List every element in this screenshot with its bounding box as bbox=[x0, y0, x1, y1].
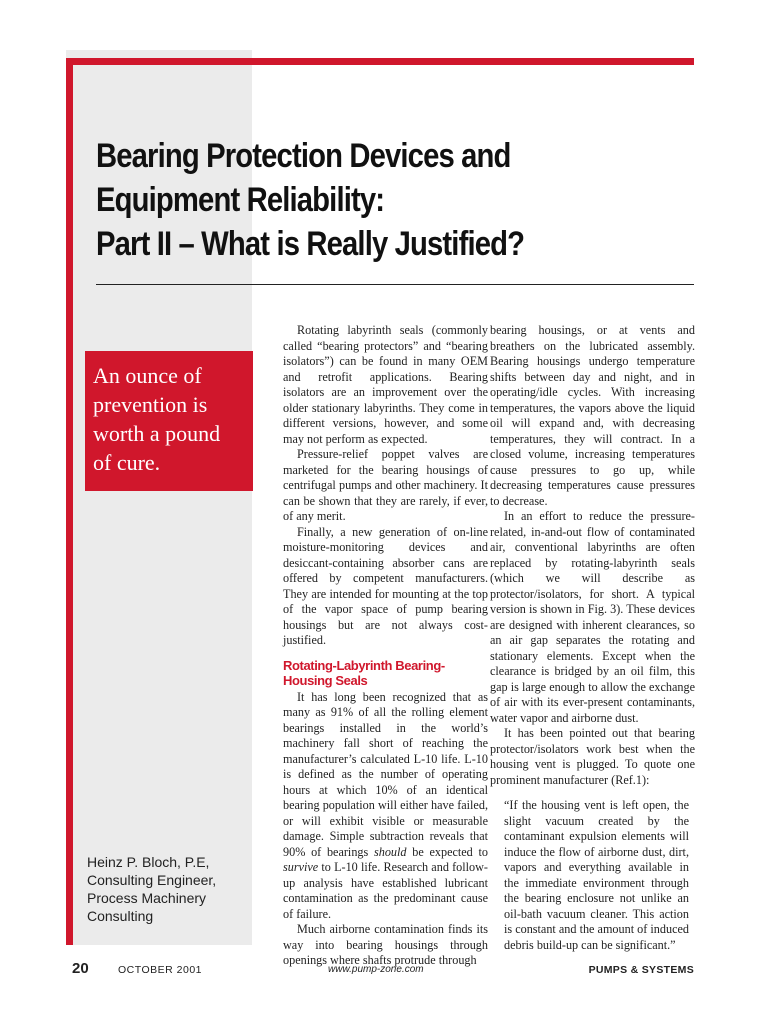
block-quote: “If the housing vent is left open, the slight vacuum created by the contaminant expulsion elements will induce the flow of airborne dust, dirt, vapors and everything available in the immediate environment through the bearing enclosure not unlike an oil-bath vacuum cleaner. This action is constant and the amount of induced debris build-up can be significant.” bbox=[504, 798, 689, 952]
section-heading: Rotating-Labyrinth Bearing-Housing Seals bbox=[283, 657, 445, 688]
red-vertical-bar bbox=[66, 58, 73, 945]
emphasis: should bbox=[373, 844, 407, 859]
author-line: Consulting bbox=[87, 908, 154, 924]
article-title bbox=[96, 134, 612, 266]
pull-quote-line: of cure. bbox=[93, 450, 161, 475]
paragraph: Pressure-relief poppet valves are marketed for the bearing housings of centrifugal pumps and other machinery. It can be shown that they are rarely, if ever, of any merit. bbox=[283, 447, 488, 523]
author-line: Heinz P. Bloch, P.E, bbox=[87, 854, 210, 870]
author-line: Consulting Engineer, bbox=[87, 872, 217, 888]
pull-quote-line: worth a pound bbox=[93, 421, 221, 446]
emphasis: survive bbox=[283, 860, 319, 874]
publication-name: PUMPS & SYSTEMS bbox=[588, 964, 694, 976]
paragraph: It has been pointed out that bearing protector/isolators work best when the housing vent is plugged. To quote one prominent manufacturer (Ref.1): bbox=[490, 726, 695, 787]
pull-quote-line: prevention is bbox=[93, 392, 208, 417]
paragraph: In an effort to reduce the pressure-related, in-and-out flow of contaminated air, conventional labyrinths are often replaced by rotating-labyrinth seals (which we will describe as protector/isolators, for short. A typical version is shown in Fig. 3). These devices are designed with inherent clearances, so an air gap separates the rotating and stationary elements. Except when the clearance is bridged by an oil film, this gap is large enough to allow the exchange of air with its ever-present contaminants, water vapor and airborne dust. bbox=[490, 509, 695, 725]
red-top-bar bbox=[66, 58, 694, 65]
paragraph bbox=[283, 690, 488, 923]
paragraph: Rotating labyrinth seals (commonly called “bearing protectors” and “bearing isolators”) can be found in many OEM and retrofit applications. Bearing isolators are an improvement over the older stationary labyrinths. They come in different versions, however, and some may not perform as expected. bbox=[283, 323, 488, 446]
paragraph: bearing housings, or at vents and breathers on the lubricated assembly. Bearing housings undergo temperature shifts between day and night, and in operating/idle cycles. With increasing temperatures, the vapors above the liquid oil will expand and, with decreasing temperatures, they will contract. In a closed volume, increasing temperatures cause pressures to go up, while decreasing temperatures cause pressures to decrease. bbox=[490, 323, 695, 508]
author-line: Process Machinery bbox=[87, 890, 207, 906]
pull-quote bbox=[85, 351, 253, 491]
text-run: be expected to bbox=[406, 844, 488, 859]
paragraph: Finally, a new generation of on-line moisture-monitoring devices and desiccant-containing absorber cans are offered by competent manufacturers. They are intended for mounting at the top of the vapor space of pump bearing housings but are not always cost-justified. bbox=[283, 524, 488, 647]
paragraph: Much airborne contamination finds its way into bearing housings through openings where shafts protrude through bbox=[283, 922, 488, 967]
title-line: Equipment Reliability: bbox=[96, 181, 385, 219]
title-line: Part II – What is Really Justified? bbox=[96, 225, 525, 263]
pull-quote-line: An ounce of bbox=[93, 363, 202, 388]
page-number: 20 bbox=[72, 960, 89, 977]
text-run: to L-10 life. Research and follow-up analysis have established lubricant contamination as the predominant cause of failure. bbox=[283, 860, 488, 921]
author-byline bbox=[87, 853, 252, 925]
title-rule bbox=[96, 284, 694, 285]
website-link[interactable]: www.pump-zone.com bbox=[328, 964, 424, 975]
body-column-2 bbox=[490, 323, 695, 953]
text-run: It has long been recognized that as many as 91% of all the rolling element bearings installed in the world’s machinery fall short of reaching the manufacturer’s calculated L-10 life. L-10 is defined as the number of operating hours at which 10% of an identical bearing population will either have failed, or will exhibit visible or measurable damage. Simple subtraction reveals that 90% of bearings bbox=[283, 689, 488, 859]
title-line: Bearing Protection Devices and bbox=[96, 137, 511, 175]
issue-date: OCTOBER 2001 bbox=[118, 964, 203, 976]
body-column-1 bbox=[283, 323, 488, 969]
